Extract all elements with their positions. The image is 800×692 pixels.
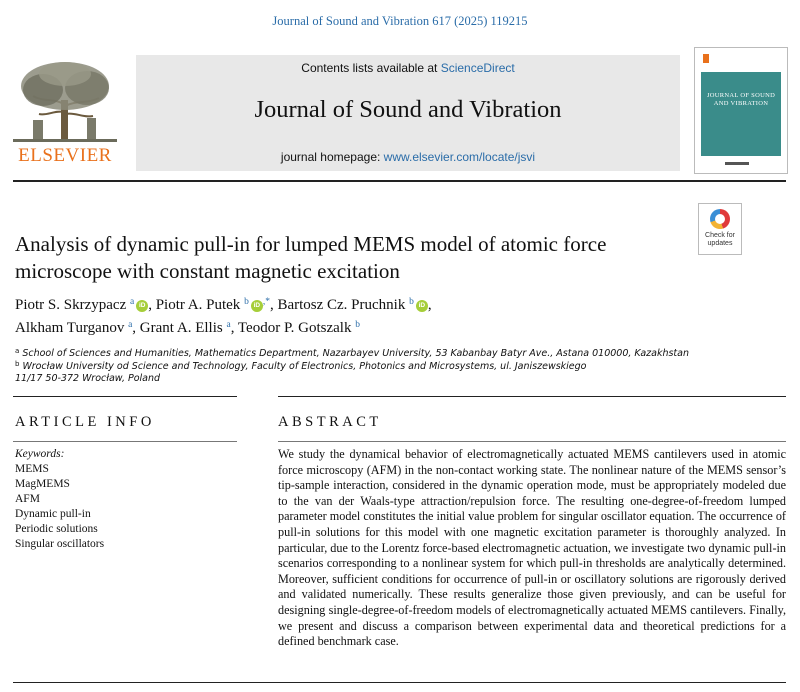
author-affiliation-link[interactable]: a [226,320,231,330]
keyword-item: AFM [15,493,40,505]
keywords-label: Keywords: [15,448,65,460]
article-info-heading: ARTICLE INFO [15,414,155,430]
header-divider [13,180,786,182]
affiliation-marker: a [15,347,20,355]
author-name[interactable]: Piotr A. Putek [155,297,241,313]
homepage-prefix: journal homepage: [280,150,384,164]
cover-panel [701,72,781,156]
article-info-rule [13,441,237,442]
keyword-item: Periodic solutions [15,523,98,535]
abstract-heading: ABSTRACT [278,414,382,430]
check-updates-label: Check for updates [705,232,735,247]
affiliation-b [15,360,587,372]
abstract-rule [278,441,786,442]
authors-line-1 [15,297,432,314]
homepage-line [136,150,680,164]
author-affiliation-link[interactable]: b [409,297,414,307]
author-separator: , [269,297,278,313]
orcid-icon[interactable]: iD [251,300,263,312]
contents-prefix: Contents lists available at [301,61,441,75]
author-name[interactable]: Teodor P. Gotszalk [237,320,352,336]
affiliation-text: Wrocław University od Science and Technology, Faculty of Electronics, Photonics and Microsystems, ul. Janiszewskiego [22,361,587,372]
author-separator: , [148,297,156,313]
check-updates-icon [710,209,730,229]
cover-publisher-mark [703,54,709,63]
keyword-item: Dynamic pull-in [15,508,91,520]
author-name[interactable]: Grant A. Ellis [139,320,223,336]
homepage-link[interactable]: www.elsevier.com/locate/jsvi [383,150,536,164]
affiliation-text: 11/17 50-372 Wrocław, Poland [15,373,161,384]
cover-title: JOURNAL OF SOUND AND VIBRATION [706,92,776,107]
journal-title[interactable]: Journal of Sound and Vibration [254,96,562,123]
contents-line [136,61,680,75]
author-separator: , [230,320,238,336]
author-separator: , [132,320,140,336]
journal-reference[interactable]: Journal of Sound and Vibration 617 (2025) 119215 [272,14,528,28]
author-affiliation-link[interactable]: b [355,320,360,330]
author-affiliation-link[interactable]: a [129,297,135,307]
affiliation-b-continued [15,373,160,384]
affiliation-marker: b [15,360,20,368]
cover-barcode [725,162,749,165]
keyword-item: MEMS [15,463,49,475]
affiliation-text: School of Sciences and Humanities, Mathematics Department, Nazarbayev University, 53 Kabanbay Batyr Ave., Astana 010000, Kazakhstan [22,348,689,359]
orcid-icon[interactable]: iD [416,300,428,312]
author-affiliation-link[interactable]: b [244,297,249,307]
author-name[interactable]: Alkham Turganov [15,320,125,336]
article-info-top-rule [13,396,237,397]
keyword-item: Singular oscillators [15,538,105,550]
author-separator: , [427,297,432,313]
sciencedirect-link[interactable]: ScienceDirect [440,61,515,75]
authors-line-2 [15,320,360,337]
elsevier-wordmark: ELSEVIER [18,145,112,166]
author-name[interactable]: Piotr S. Skrzypacz [15,297,127,313]
bottom-divider [13,682,786,683]
check-for-updates-button[interactable] [698,203,742,255]
orcid-icon[interactable]: iD [136,300,148,312]
author-affiliation-link[interactable]: a [128,320,133,330]
corresponding-author-mark[interactable]: ,* [262,297,270,307]
paper-title: Analysis of dynamic pull-in for lumped MEMS model of atomic force microscope with constant magnetic excitation [15,232,607,283]
keyword-item: MagMEMS [15,478,70,490]
affiliation-a [15,347,689,359]
abstract-top-rule [278,396,786,397]
journal-cover-thumbnail[interactable] [694,47,788,174]
abstract-body: We study the dynamical behavior of electromagnetically actuated MEMS cantilevers used in atomic force microscopy (AFM) in the non-contact working state. The nonlinear nature of the MEMS sensor’s tip-sample interaction, considered in the dynamic operation mode, must be appropriately modeled due to the van der Waals-type attraction/repulsion force. The resulting one-degree-of-freedom lumped parameter model constitutes the initial value problem for singular oscillator equation. The occurrence of pull-in solutions for this model with one magnetic excitation parameter is thoroughly analyzed. In particular, due to the Lorentz force-based electromagnetic actuation, we investigate two dynamic pull-in scenarios corresponding to a nonlinear system for which pull-in thresholds are analytically determined. Moreover, sufficient conditions for occurrence of pull-in or oscillatory solutions are rigorously derived and validated numerically. These results generalize those given previously, and can be useful for designing single-degree-of-freedom models of electromagnetically actuated MEMS cantilevers. Finally, we present and discuss a comparison between experimental data and theoretical predictions for a defined benchmark case. [278,447,786,649]
author-name[interactable]: Bartosz Cz. Pruchnik [277,297,406,313]
